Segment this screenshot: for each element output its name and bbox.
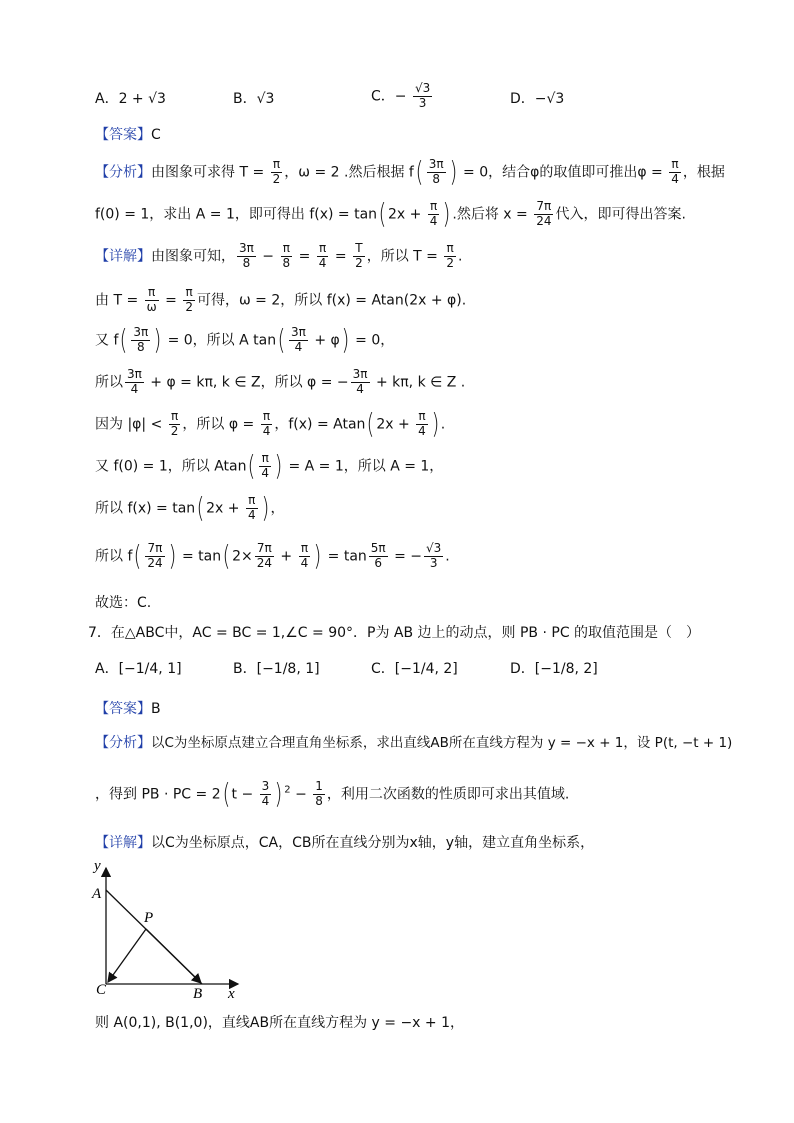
text: ，ω = 2 .然后根据 f: [284, 164, 414, 181]
fraction: $\frac{3\pi}{8}$: [428, 157, 444, 186]
text: 又 f(0) = 1，所以 Atan: [95, 458, 247, 475]
q6-analysis-line-2: f(0) = 1，求出 A = 1，即可得出 f(x) = tan( 2x + $\frac{\pi}{4}$ ) .然后将 x = $\frac{7\pi}{24}$ 代入，即可得出答案.: [95, 197, 686, 231]
q7-answer: [95, 702, 161, 716]
fraction: $\frac{\pi}{4}$: [418, 409, 426, 438]
text: = 0，: [350, 332, 395, 349]
text: ，得到 PB · PC = 2: [95, 786, 221, 803]
detail-tag: 【详解】: [95, 248, 151, 265]
fraction: $\frac{7\pi}{24}$: [256, 541, 272, 570]
fraction: $\frac{\pi}{2}$: [170, 409, 179, 438]
text: ，所以 φ =: [182, 416, 259, 433]
text: 以C为坐标原点，CA，CB所在直线分别为x轴，y轴，建立直角坐标系，: [151, 835, 595, 851]
fraction: $\frac{\pi}{\omega}$: [146, 285, 157, 314]
text: = tan: [177, 548, 222, 565]
q7-answer-value: B: [151, 701, 161, 717]
q6-detail-line-6: 又 f(0) = 1，所以 Atan( $\frac{\pi}{4}$ ) = A = 1，所以 A = 1，: [95, 449, 444, 483]
point-p-label: P: [144, 910, 154, 926]
coordinate-figure: [88, 856, 248, 1001]
x-axis-label: x: [228, 986, 235, 1001]
q7-option-b: B．[−1/8, 1]: [233, 661, 320, 677]
fraction: $\frac{\pi}{4}$: [261, 451, 270, 480]
option-c-prefix: C．−: [371, 88, 407, 105]
fraction: $\frac{3\pi}{4}$: [291, 325, 306, 354]
q6-answer-value: C: [151, 127, 161, 143]
answer-tag: 【答案】: [95, 701, 151, 717]
text: ，根据: [682, 164, 725, 181]
text: = −: [389, 548, 423, 565]
q6-detail-line-1: 【详解】由图象可知， $\frac{3\pi}{8}$ − $\frac{\pi}{8}$ = $\frac{\pi}{4}$ = $\frac{T}{2}$ ，所以 T = $\frac{\pi}{2}$ .: [95, 241, 463, 270]
text: 可得，ω = 2，所以 f(x) = Atan(2x + φ).: [196, 292, 467, 309]
q7-option-a: A．[−1/4, 1]: [95, 661, 182, 677]
q6-detail-line-3: 又 f( $\frac{3\pi}{8}$ ) = 0，所以 A tan( $\frac{3\pi}{4}$ + φ) = 0，: [95, 323, 395, 357]
text: = tan: [323, 548, 367, 565]
fraction: $\frac{3\pi}{8}$: [239, 241, 254, 270]
fraction: $\frac{\pi}{4}$: [429, 199, 438, 228]
point-c-label: C: [96, 982, 107, 998]
fraction: $\frac{3\pi}{8}$: [133, 325, 149, 354]
q7-option-c: C．[−1/4, 2]: [371, 661, 458, 677]
option-a: A．2 + √3: [95, 91, 166, 107]
answer-tag: 【答案】: [95, 127, 151, 143]
q7-analysis-line-2: ，得到 PB · PC = 2( t − $\frac{3}{4}$ ) $^2$ − $\frac{1}{8}$ ，利用二次函数的性质即可求出其值域.: [95, 777, 570, 811]
fraction: $\frac{\pi}{4}$: [262, 409, 271, 438]
q7-detail-line-1: [95, 836, 594, 850]
text: ，f(x) = Atan: [274, 416, 366, 433]
point-b-label: B: [193, 986, 203, 1001]
option-d: D．−√3: [510, 91, 565, 107]
detail-tag: 【详解】: [95, 835, 151, 851]
fraction: $\frac{7\pi}{24}$: [536, 199, 552, 228]
q6-analysis-line-1: 【分析】由图象可求得 T = $\frac{\pi}{2}$ ，ω = 2 .然后根据 f( $\frac{3\pi}{8}$ ) = 0，结合φ的取值即可推出φ = $\frac{\pi}{4}$ ，根据: [95, 155, 725, 189]
fraction: $\frac{3\pi}{4}$: [352, 367, 368, 396]
fraction: $\frac{3}{4}$: [261, 779, 270, 808]
q6-detail-line-7: 所以 f(x) = tan( 2x + $\frac{\pi}{4}$ ) ，: [95, 491, 285, 525]
fraction: $\frac{3\pi}{4}$: [127, 367, 142, 396]
text: 所以 f(x) = tan: [95, 500, 196, 517]
text: ，利用二次函数的性质即可求出其值域.: [326, 786, 570, 803]
q7-analysis-line-1: [95, 736, 732, 751]
text: = 0，结合φ的取值即可推出φ =: [458, 164, 668, 181]
y-axis-label: y: [94, 858, 101, 874]
option-c-num: √3: [414, 81, 431, 95]
option-b: B．√3: [233, 91, 275, 107]
q6-final-choice: 故选：C.: [95, 595, 152, 611]
text: −: [290, 786, 312, 803]
q6-detail-line-4: [95, 368, 465, 397]
text: 由图象可知，: [151, 248, 235, 265]
fraction: $\frac{\pi}{4}$: [318, 241, 327, 270]
option-c-fraction: [413, 82, 432, 111]
text: ，所以 T =: [366, 248, 443, 265]
analysis-tag: 【分析】: [95, 164, 151, 181]
fraction: $\frac{\pi}{4}$: [300, 541, 309, 570]
fraction: $\frac{\pi}{8}$: [282, 241, 291, 270]
q6-detail-line-8: 所以 f( $\frac{7\pi}{24}$ ) = tan( 2× $\frac{7\pi}{24}$ + $\frac{\pi}{4}$ ) = tan $\frac{5\pi}{6}$ = − $\frac{√3}{3}$ .: [95, 539, 450, 573]
text: + φ = kπ, k ∈ Z，所以 φ = −: [145, 374, 349, 391]
fraction: $\frac{7\pi}{24}$: [147, 541, 163, 570]
text: 因为 |φ| <: [95, 416, 167, 433]
text: = 0，所以 A tan: [163, 332, 277, 349]
q7-detail-line-2: 则 A(0,1), B(1,0)，直线AB所在直线方程为 y = −x + 1，: [95, 1015, 465, 1031]
fraction: $\frac{\pi}{2}$: [446, 241, 454, 270]
text: 所以: [95, 374, 123, 391]
text: 代入，即可得出答案.: [555, 206, 686, 223]
text: 又 f: [95, 332, 119, 349]
text: + kπ, k ∈ Z .: [371, 374, 466, 391]
text: .然后将 x =: [452, 206, 533, 223]
q6-detail-line-2: 由 T = $\frac{\pi}{\omega}$ = $\frac{\pi}{2}$ 可得，ω = 2，所以 f(x) = Atan(2x + φ).: [95, 285, 467, 314]
fraction: $\frac{\pi}{4}$: [247, 493, 256, 522]
fraction: $\frac{\pi}{2}$: [185, 285, 193, 314]
option-c: [371, 82, 434, 111]
vector-pb: [146, 929, 201, 983]
option-c-den: 3: [418, 95, 427, 110]
fraction: $\frac{\pi}{4}$: [671, 157, 679, 186]
q7-option-d: D．[−1/8, 2]: [510, 661, 598, 677]
q6-answer: [95, 128, 161, 142]
q7-stem: 7．在△ABC中，AC = BC = 1,∠C = 90°．P为 AB 边上的动点，则 PB · PC 的取值范围是（ ）: [88, 625, 701, 641]
text: 所以 f: [95, 548, 133, 565]
point-a-label: A: [92, 886, 102, 902]
fraction: $\frac{\pi}{2}$: [272, 157, 281, 186]
q6-detail-line-5: 因为 |φ| < $\frac{\pi}{2}$ ，所以 φ = $\frac{\pi}{4}$ ，f(x) = Atan( 2x + $\frac{\pi}{4}$ ) .: [95, 407, 446, 441]
fraction: $\frac{1}{8}$: [315, 779, 323, 808]
text: f(0) = 1，求出 A = 1，即可得出 f(x) = tan: [95, 206, 378, 223]
text: 由图象可求得 T =: [151, 164, 269, 181]
text: 以C为坐标原点建立合理直角坐标系，求出直线AB所在直线方程为 y = −x + 1，设 P(t, −t + 1): [151, 735, 733, 751]
fraction: $\frac{5\pi}{6}$: [370, 541, 386, 570]
text: = A = 1，所以 A = 1，: [284, 458, 444, 475]
vector-pc: [108, 929, 146, 982]
analysis-tag: 【分析】: [95, 735, 151, 751]
fraction: $\frac{T}{2}$: [355, 241, 363, 270]
text: 由 T =: [95, 292, 143, 309]
fraction: $\frac{√3}{3}$: [426, 541, 442, 570]
